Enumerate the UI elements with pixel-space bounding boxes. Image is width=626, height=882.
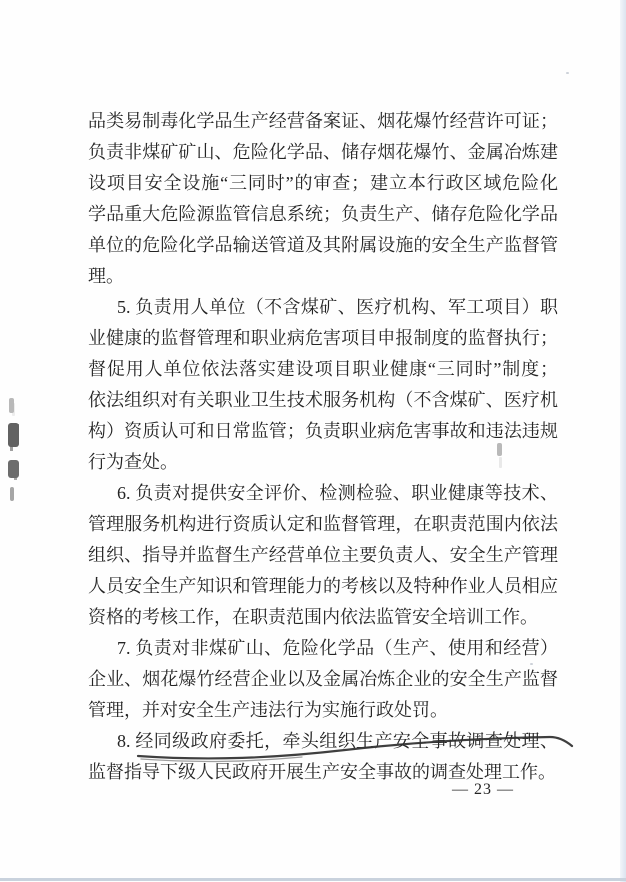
- text-line: 管理服务机构进行资质认定和监督管理，在职责范围内依法: [88, 514, 558, 534]
- text-line: 人员安全生产知识和管理能力的考核以及特种作业人员相应: [88, 576, 558, 596]
- text-line: 企业、烟花爆竹经营企业以及金属冶炼企业的安全生产监督: [88, 669, 558, 689]
- text-line: 组织、指导并监督生产经营单位主要负责人、安全生产管理: [88, 545, 558, 565]
- text-line: 8. 经同级政府委托，牵头组织生产安全事故调查处理、: [117, 731, 558, 751]
- scan-smudge: [8, 460, 19, 478]
- scan-smudge: [9, 398, 14, 413]
- text-line: 品类易制毒化学品生产经营备案证、烟花爆竹经营许可证；: [88, 111, 558, 131]
- text-line: 督促用人单位依法落实建设项目职业健康“三同时”制度；: [88, 359, 558, 379]
- scan-speck: [530, 663, 533, 665]
- scan-edge-bottom: [0, 878, 626, 881]
- scan-smudge: [8, 423, 19, 447]
- scan-smudge: [497, 443, 502, 456]
- text-line: 单位的危险化学品输送管道及其附属设施的安全生产监督管: [88, 235, 558, 255]
- text-line: 理。: [88, 266, 124, 286]
- text-line: 6. 负责对提供安全评价、检测检验、职业健康等技术、: [117, 483, 558, 503]
- text-line: 构）资质认可和日常监管；负责职业病危害事故和违法违规: [88, 421, 558, 441]
- text-line: 学品重大危险源监管信息系统；负责生产、储存危险化学品: [88, 204, 558, 224]
- text-line: 行为查处。: [88, 452, 178, 472]
- text-line: 负责非煤矿矿山、危险化学品、储存烟花爆竹、金属冶炼建: [88, 142, 558, 162]
- scan-speck: [566, 72, 569, 74]
- text-line: 资格的考核工作，在职责范围内依法监管安全培训工作。: [88, 607, 538, 627]
- scan-smudge: [10, 487, 14, 501]
- text-line: 5. 负责用人单位（不含煤矿、医疗机构、军工项目）职: [117, 297, 558, 317]
- page-number: — 23 —: [452, 781, 514, 798]
- text-line: 业健康的监督管理和职业病危害项目申报制度的监督执行；: [88, 328, 558, 348]
- text-line: 设项目安全设施“三同时”的审查；建立本行政区域危险化: [88, 173, 558, 193]
- text-block: [88, 106, 558, 788]
- text-line: 监督指导下级人民政府开展生产安全事故的调查处理工作。: [88, 762, 556, 782]
- text-line: 依法组织对有关职业卫生技术服务机构（不含煤矿、医疗机: [88, 390, 558, 410]
- text-line: 7. 负责对非煤矿山、危险化学品（生产、使用和经营）: [117, 638, 558, 658]
- scan-edge-right: [620, 0, 626, 882]
- text-line: 管理，并对安全生产违法行为实施行政处罚。: [88, 700, 448, 720]
